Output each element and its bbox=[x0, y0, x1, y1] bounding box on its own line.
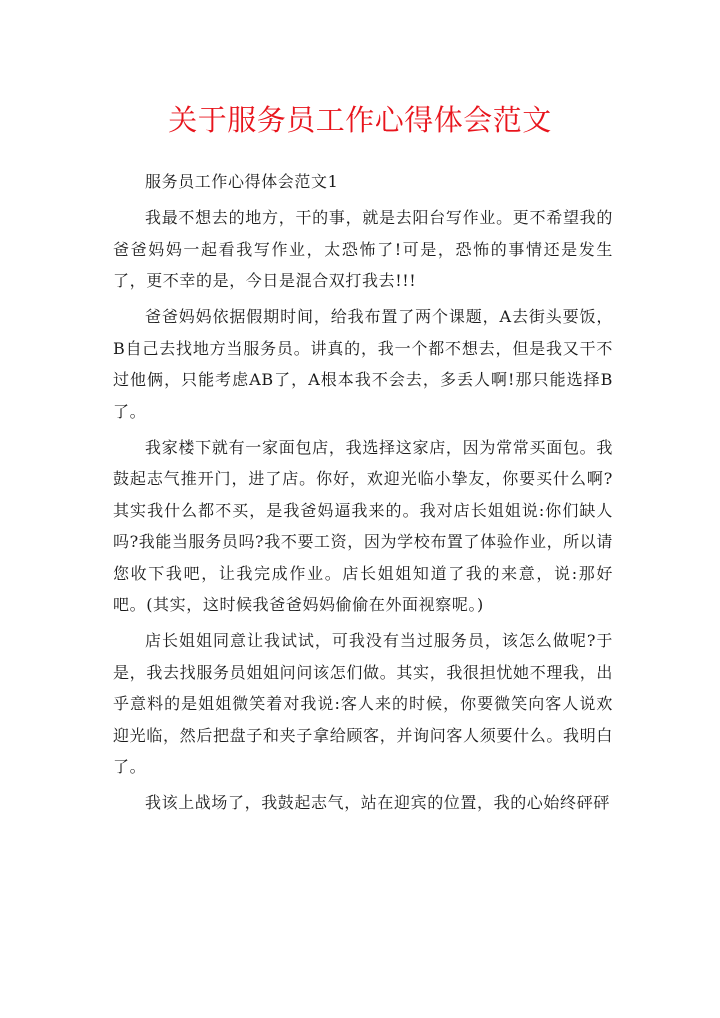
paragraph-1: 我最不想去的地方，干的事，就是去阳台写作业。更不希望我的爸爸妈妈一起看我写作业，太恐怖了!可是，恐怖的事情还是发生了，更不幸的是，今日是混合双打我去!!! bbox=[113, 208, 613, 290]
section-subtitle: 服务员工作心得体会范文1 bbox=[145, 172, 339, 191]
paragraph-2: 爸爸妈妈依据假期时间，给我布置了两个课题，A去街头要饭，B自己去找地方当服务员。讲真的，我一个都不想去，但是我又干不过他俩，只能考虑AB了，A根本我不会去，多丢人啊!那只能选择B了。 bbox=[113, 307, 613, 421]
paragraph-3: 我家楼下就有一家面包店，我选择这家店，因为常常买面包。我鼓起志气推开门，进了店。你好，欢迎光临小挚友，你要买什么啊?其实我什么都不买，是我爸妈逼我来的。我对店长姐姐说:你们缺人吗?我能当服务员吗?我不要工资，因为学校布置了体验作业，所以请您收下我吧，让我完成作业。店长姐姐知道了我的来意，说:那好吧。(其实，这时候我爸爸妈妈偷偷在外面视察呢。) bbox=[113, 437, 613, 614]
document-body bbox=[113, 166, 613, 819]
paragraph-4: 店长姐姐同意让我试试，可我没有当过服务员，该怎么做呢?于是，我去找服务员姐姐问问该怎们做。其实，我很担忧她不理我，出乎意料的是姐姐微笑着对我说:客人来的时候，你要微笑向客人说欢迎光临，然后把盘子和夹子拿给顾客，并询问客人须要什么。我明白了。 bbox=[113, 631, 613, 776]
paragraph-5: 我该上战场了，我鼓起志气，站在迎宾的位置，我的心始终砰砰 bbox=[145, 793, 610, 812]
document-title: 关于服务员工作心得体会范文 bbox=[168, 103, 552, 137]
